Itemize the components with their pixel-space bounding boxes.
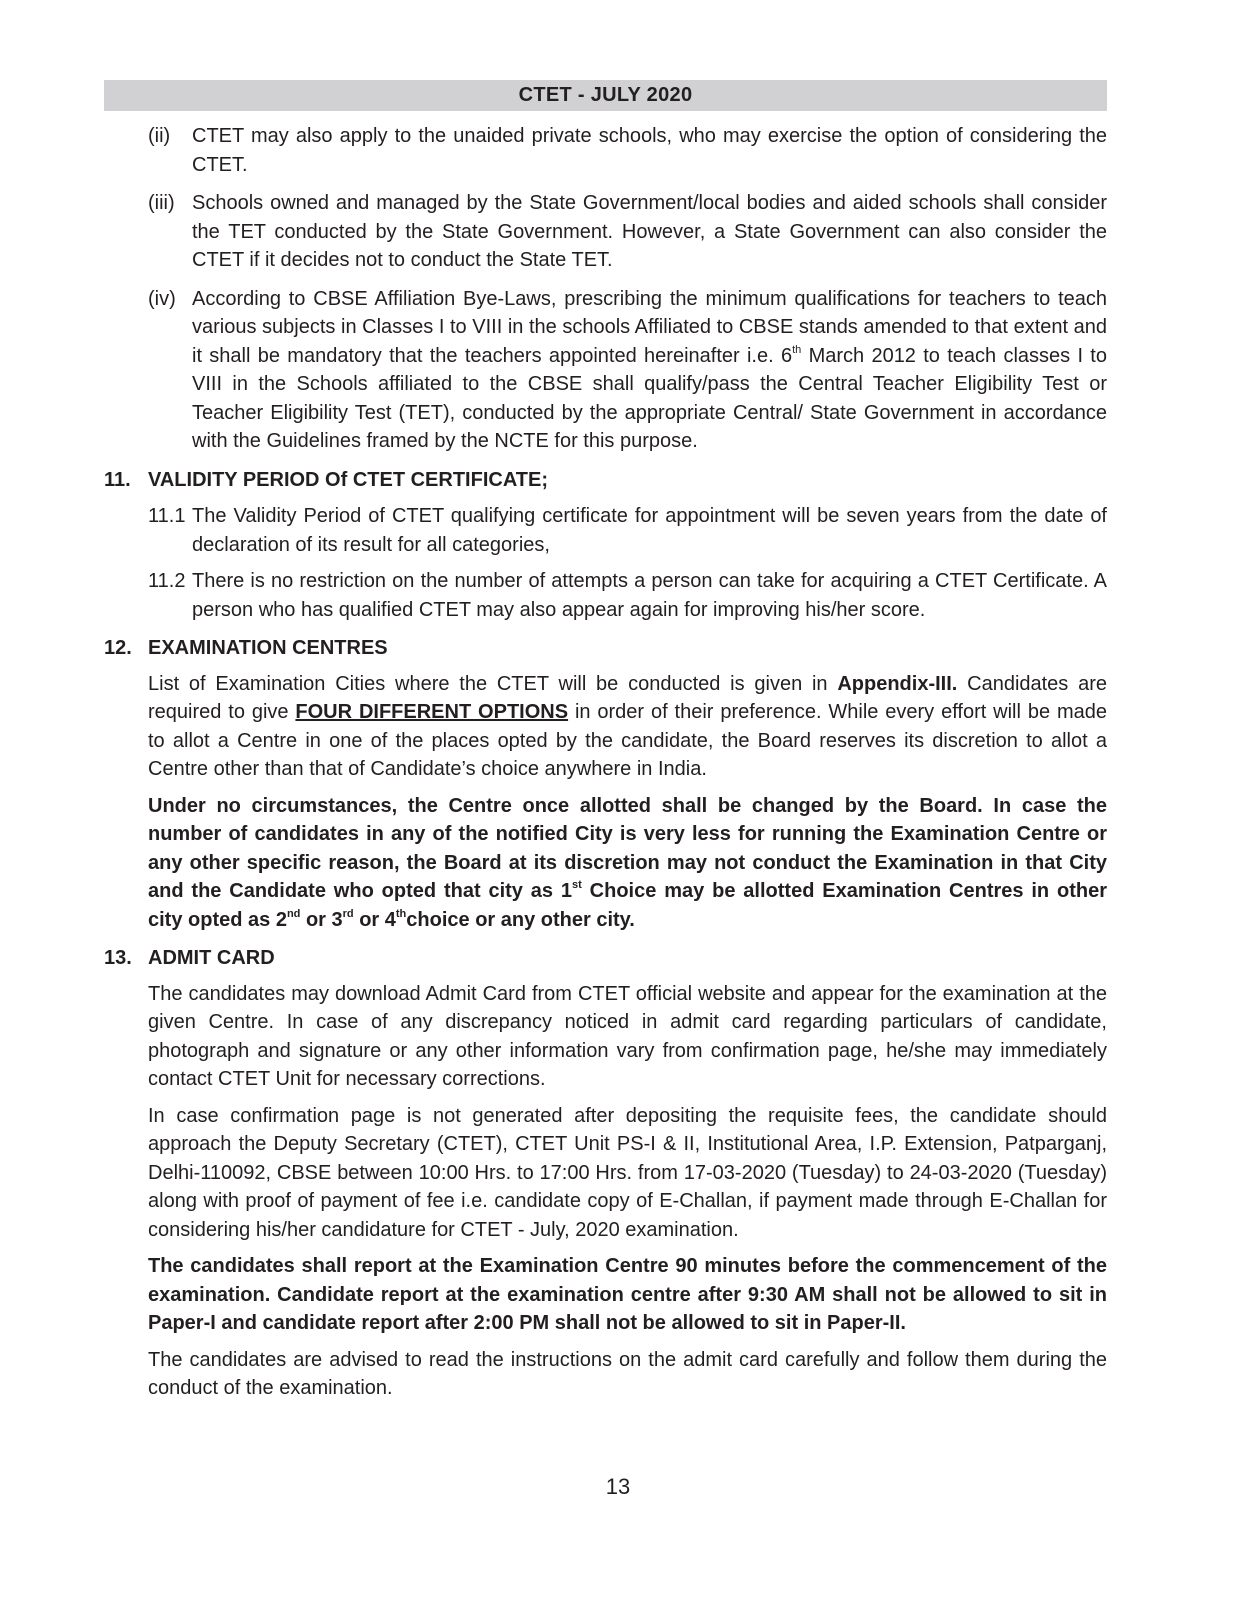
list-item-number: (iii) — [148, 192, 175, 214]
list-item — [148, 567, 1107, 624]
list-item-text: According to CBSE Affiliation Bye-Laws, prescribing the minimum qualifications for teachers to teach various subjects in Classes I to VIII in the schools Affiliated to CBSE stands amended to that extent and it shall be mandatory that the teachers appointed hereinafter i.e. 6th March 2012 to teach classes I to VIII in the Schools affiliated to the CBSE shall qualify/pass the Central Teacher Eligibility Test or Teacher Eligibility Test (TET), conducted by the appropriate Central/ State Government in accordance with the Guidelines framed by the NCTE for this purpose. — [192, 287, 1107, 452]
paragraph: In case confirmation page is not generated after depositing the requisite fees, the candidate should approach the Deputy Secretary (CTET), CTET Unit PS-I & II, Institutional Area, I.P. Extension, Patparganj, Delhi-110092, CBSE between 10:00 Hrs. to 17:00 Hrs. from 17-03-2020 (Tuesday) to 24-03-2020 (Tuesday) along with proof of payment of fee i.e. candidate copy of E-Challan, if payment made through E-Challan for considering his/her candidature for CTET - July, 2020 examination. — [148, 1104, 1107, 1241]
bold-notice: Under no circumstances, the Centre once allotted shall be changed by the Board. In case the number of candidates in any of the notified City is very less for running the Examination Centre or any other specific reason, the Board at its discretion may not conduct the Examination in that City and the Candidate who opted that city as 1st Choice may be allotted Examination Centres in other city opted as 2nd or 3rd or 4thchoice or any other city. — [148, 794, 1108, 931]
section-11-list — [148, 502, 1107, 624]
list-item-number: 11.2 — [148, 570, 186, 592]
section-12-body — [148, 670, 1107, 935]
list-item — [148, 285, 1107, 456]
options-emphasis: FOUR DIFFERENT OPTIONS — [295, 701, 569, 723]
section-number: 12. — [104, 637, 132, 659]
list-item — [148, 502, 1107, 559]
section-title: EXAMINATION CENTRES — [148, 637, 388, 659]
section-11-heading — [104, 466, 1107, 495]
section-title: ADMIT CARD — [148, 947, 275, 969]
appendix-reference: Appendix-III. — [837, 672, 958, 695]
list-item — [148, 122, 1107, 179]
list-item-text: There is no restriction on the number of attempts a person can take for acquiring a CTET Certificate. A person who has qualified CTET may also appear again for improving his/her score. — [192, 570, 1107, 621]
list-item-text: CTET may also apply to the unaided private schools, who may exercise the option of considering the CTET. — [192, 125, 1107, 176]
list-item-number: (ii) — [148, 125, 171, 147]
list-item-text: The Validity Period of CTET qualifying certificate for appointment will be seven years from the date of declaration of its result for all categories, — [192, 505, 1107, 556]
section-12-heading — [104, 634, 1107, 663]
section-13-body — [148, 980, 1107, 1403]
section-title: VALIDITY PERIOD Of CTET CERTIFICATE; — [148, 468, 548, 491]
paragraph: The candidates are advised to read the instructions on the admit card carefully and follow them during the conduct of the examination. — [148, 1348, 1107, 1399]
page-number: 13 — [605, 1474, 631, 1499]
eligibility-list — [148, 122, 1107, 456]
section-13-heading — [104, 944, 1107, 973]
document-page — [104, 80, 1107, 1403]
list-item — [148, 189, 1107, 275]
paragraph: The candidates may download Admit Card from CTET official website and appear for the examination at the given Centre. In case of any discrepancy noticed in admit card regarding particulars of candidate, photograph and signature or any other information vary from confirmation page, he/she may immediately contact CTET Unit for necessary corrections. — [148, 982, 1107, 1090]
bold-notice: The candidates shall report at the Examination Centre 90 minutes before the commencement of the examination. Candidate report at the examination centre after 9:30 AM shall not be allowed to sit in Paper-I and candidate report after 2:00 PM shall not be allowed to sit in Paper-II. — [148, 1255, 1107, 1334]
paragraph: List of Examination Cities where the CTET will be conducted is given in Appendix-III. Candidates are required to give FOUR DIFFERENT OPTIONS in order of their preference. While every effort will be made to allot a Centre in one of the places opted by the candidate, the Board reserves its discretion to allot a Centre other than that of Candidate’s choice anywhere in India. — [148, 672, 1108, 780]
page-header: CTET - JULY 2020 — [104, 80, 1107, 111]
list-item-number: 11.1 — [148, 505, 186, 527]
list-item-text: Schools owned and managed by the State Government/local bodies and aided schools shall consider the TET conducted by the State Government. However, a State Government can also consider the CTET if it decides not to conduct the State TET. — [192, 192, 1107, 271]
section-number: 11. — [104, 468, 131, 491]
section-number: 13. — [104, 947, 132, 969]
list-item-number: (iv) — [148, 287, 176, 310]
